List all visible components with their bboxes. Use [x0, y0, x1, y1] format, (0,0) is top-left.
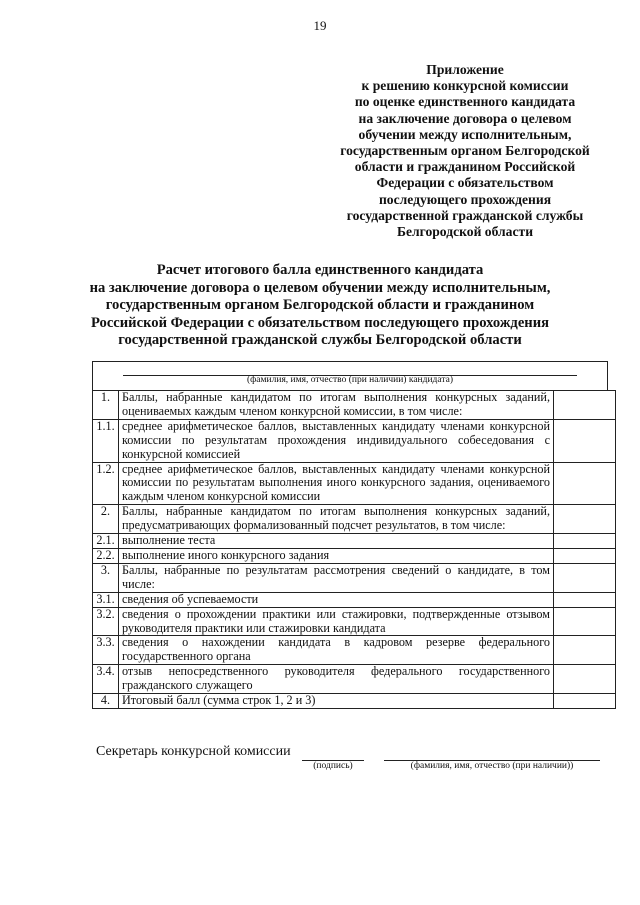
- score-table: [92, 390, 616, 709]
- appendix-line: к решению конкурсной комиссии: [361, 78, 569, 94]
- appendix-line: обучении между исполнительным,: [358, 126, 572, 142]
- appendix-line: области и гражданином Российской: [354, 159, 576, 175]
- score-cell[interactable]: [554, 391, 616, 420]
- score-table-frame: [92, 361, 608, 709]
- table-row: [93, 607, 616, 636]
- row-text: сведения о нахождении кандидата в кадровом резерве федерального государственного органа: [119, 636, 554, 665]
- candidate-name-caption: (фамилия, имя, отчество (при наличии) кандидата): [246, 375, 453, 385]
- title-line: Российской Федерации с обязательством последующего прохождения: [90, 314, 550, 331]
- appendix-line: по оценке единственного кандидата: [354, 94, 576, 110]
- title-line: Расчет итогового балла единственного кандидата: [156, 262, 484, 278]
- page-number: 19: [313, 18, 327, 33]
- row-text: сведения о прохождении практики или стажировки, подтвержденные отзывом руководителя практики или стажировки кандидата: [119, 607, 554, 636]
- document-title: [80, 262, 560, 350]
- appendix-header: [320, 62, 610, 240]
- appendix-line: на заключение договора о целевом: [358, 110, 572, 126]
- row-text: Баллы, набранные кандидатом по итогам выполнения конкурсных заданий, оцениваемых каждым членом конкурсной комиссии, в том числе:: [119, 391, 554, 420]
- appendix-line: Федерации с обязательством: [376, 175, 554, 191]
- candidate-name-row: [92, 361, 608, 390]
- secretary-label: Секретарь конкурсной комиссии: [96, 744, 291, 759]
- row-number: 2.2.: [93, 548, 119, 563]
- score-cell[interactable]: [554, 665, 616, 694]
- score-cell[interactable]: [554, 534, 616, 549]
- table-row: [93, 534, 616, 549]
- score-cell[interactable]: [554, 607, 616, 636]
- row-text: выполнение иного конкурсного задания: [119, 548, 554, 563]
- score-cell[interactable]: [554, 592, 616, 607]
- table-row: [93, 636, 616, 665]
- score-cell[interactable]: [554, 563, 616, 592]
- row-number: 2.1.: [93, 534, 119, 549]
- row-number: 3.2.: [93, 607, 119, 636]
- appendix-line: последующего прохождения: [378, 191, 552, 207]
- row-text: выполнение теста: [119, 534, 554, 549]
- row-number: 1.1.: [93, 419, 119, 462]
- table-row: [93, 694, 616, 709]
- table-row: [93, 563, 616, 592]
- row-number: 3.1.: [93, 592, 119, 607]
- row-text: среднее арифметическое баллов, выставленных кандидату членами конкурсной комиссии по результатам выполнения иного конкурсного задания, оцениваемого каждым членом конкурсной комиссии: [119, 462, 554, 505]
- row-text: среднее арифметическое баллов, выставленных кандидату членами конкурсной комиссии по результатам прохождения индивидуального собеседования с конкурсной комиссией: [119, 419, 554, 462]
- appendix-line: Белгородской области: [396, 224, 534, 240]
- title-line: государственной гражданской службы Белгородской области: [118, 332, 522, 348]
- title-line: на заключение договора о целевом обучении между исполнительным,: [89, 279, 551, 296]
- score-cell[interactable]: [554, 636, 616, 665]
- appendix-line: государственной гражданской службы: [346, 207, 584, 223]
- score-cell[interactable]: [554, 462, 616, 505]
- score-cell[interactable]: [554, 419, 616, 462]
- row-number: 3.4.: [93, 665, 119, 694]
- table-row: [93, 548, 616, 563]
- secretary-name-caption: (фамилия, имя, отчество (при наличии)): [410, 761, 574, 771]
- row-text: Итоговый балл (сумма строк 1, 2 и 3): [119, 694, 554, 709]
- table-row: [93, 592, 616, 607]
- signature-caption: (подпись): [313, 761, 353, 771]
- row-number: 4.: [93, 694, 119, 709]
- row-text: отзыв непосредственного руководителя федерального государственного гражданского служащего: [119, 665, 554, 694]
- row-text: сведения об успеваемости: [119, 592, 554, 607]
- row-number: 3.3.: [93, 636, 119, 665]
- row-number: 2.: [93, 505, 119, 534]
- table-row: [93, 505, 616, 534]
- appendix-line: государственным органом Белгородской: [340, 143, 590, 159]
- table-row: [93, 419, 616, 462]
- row-number: 3.: [93, 563, 119, 592]
- row-text: Баллы, набранные кандидатом по итогам выполнения конкурсных заданий, предусматривающих формализованный подсчет результатов, в том числе:: [119, 505, 554, 534]
- row-number: 1.: [93, 391, 119, 420]
- score-cell[interactable]: [554, 505, 616, 534]
- score-cell[interactable]: [554, 548, 616, 563]
- table-row: [93, 462, 616, 505]
- title-line: государственным органом Белгородской области и гражданином: [105, 297, 535, 313]
- appendix-line: Приложение: [426, 62, 504, 77]
- score-cell[interactable]: [554, 694, 616, 709]
- table-row: [93, 391, 616, 420]
- table-row: [93, 665, 616, 694]
- row-text: Баллы, набранные по результатам рассмотрения сведений о кандидате, в том числе:: [119, 563, 554, 592]
- row-number: 1.2.: [93, 462, 119, 505]
